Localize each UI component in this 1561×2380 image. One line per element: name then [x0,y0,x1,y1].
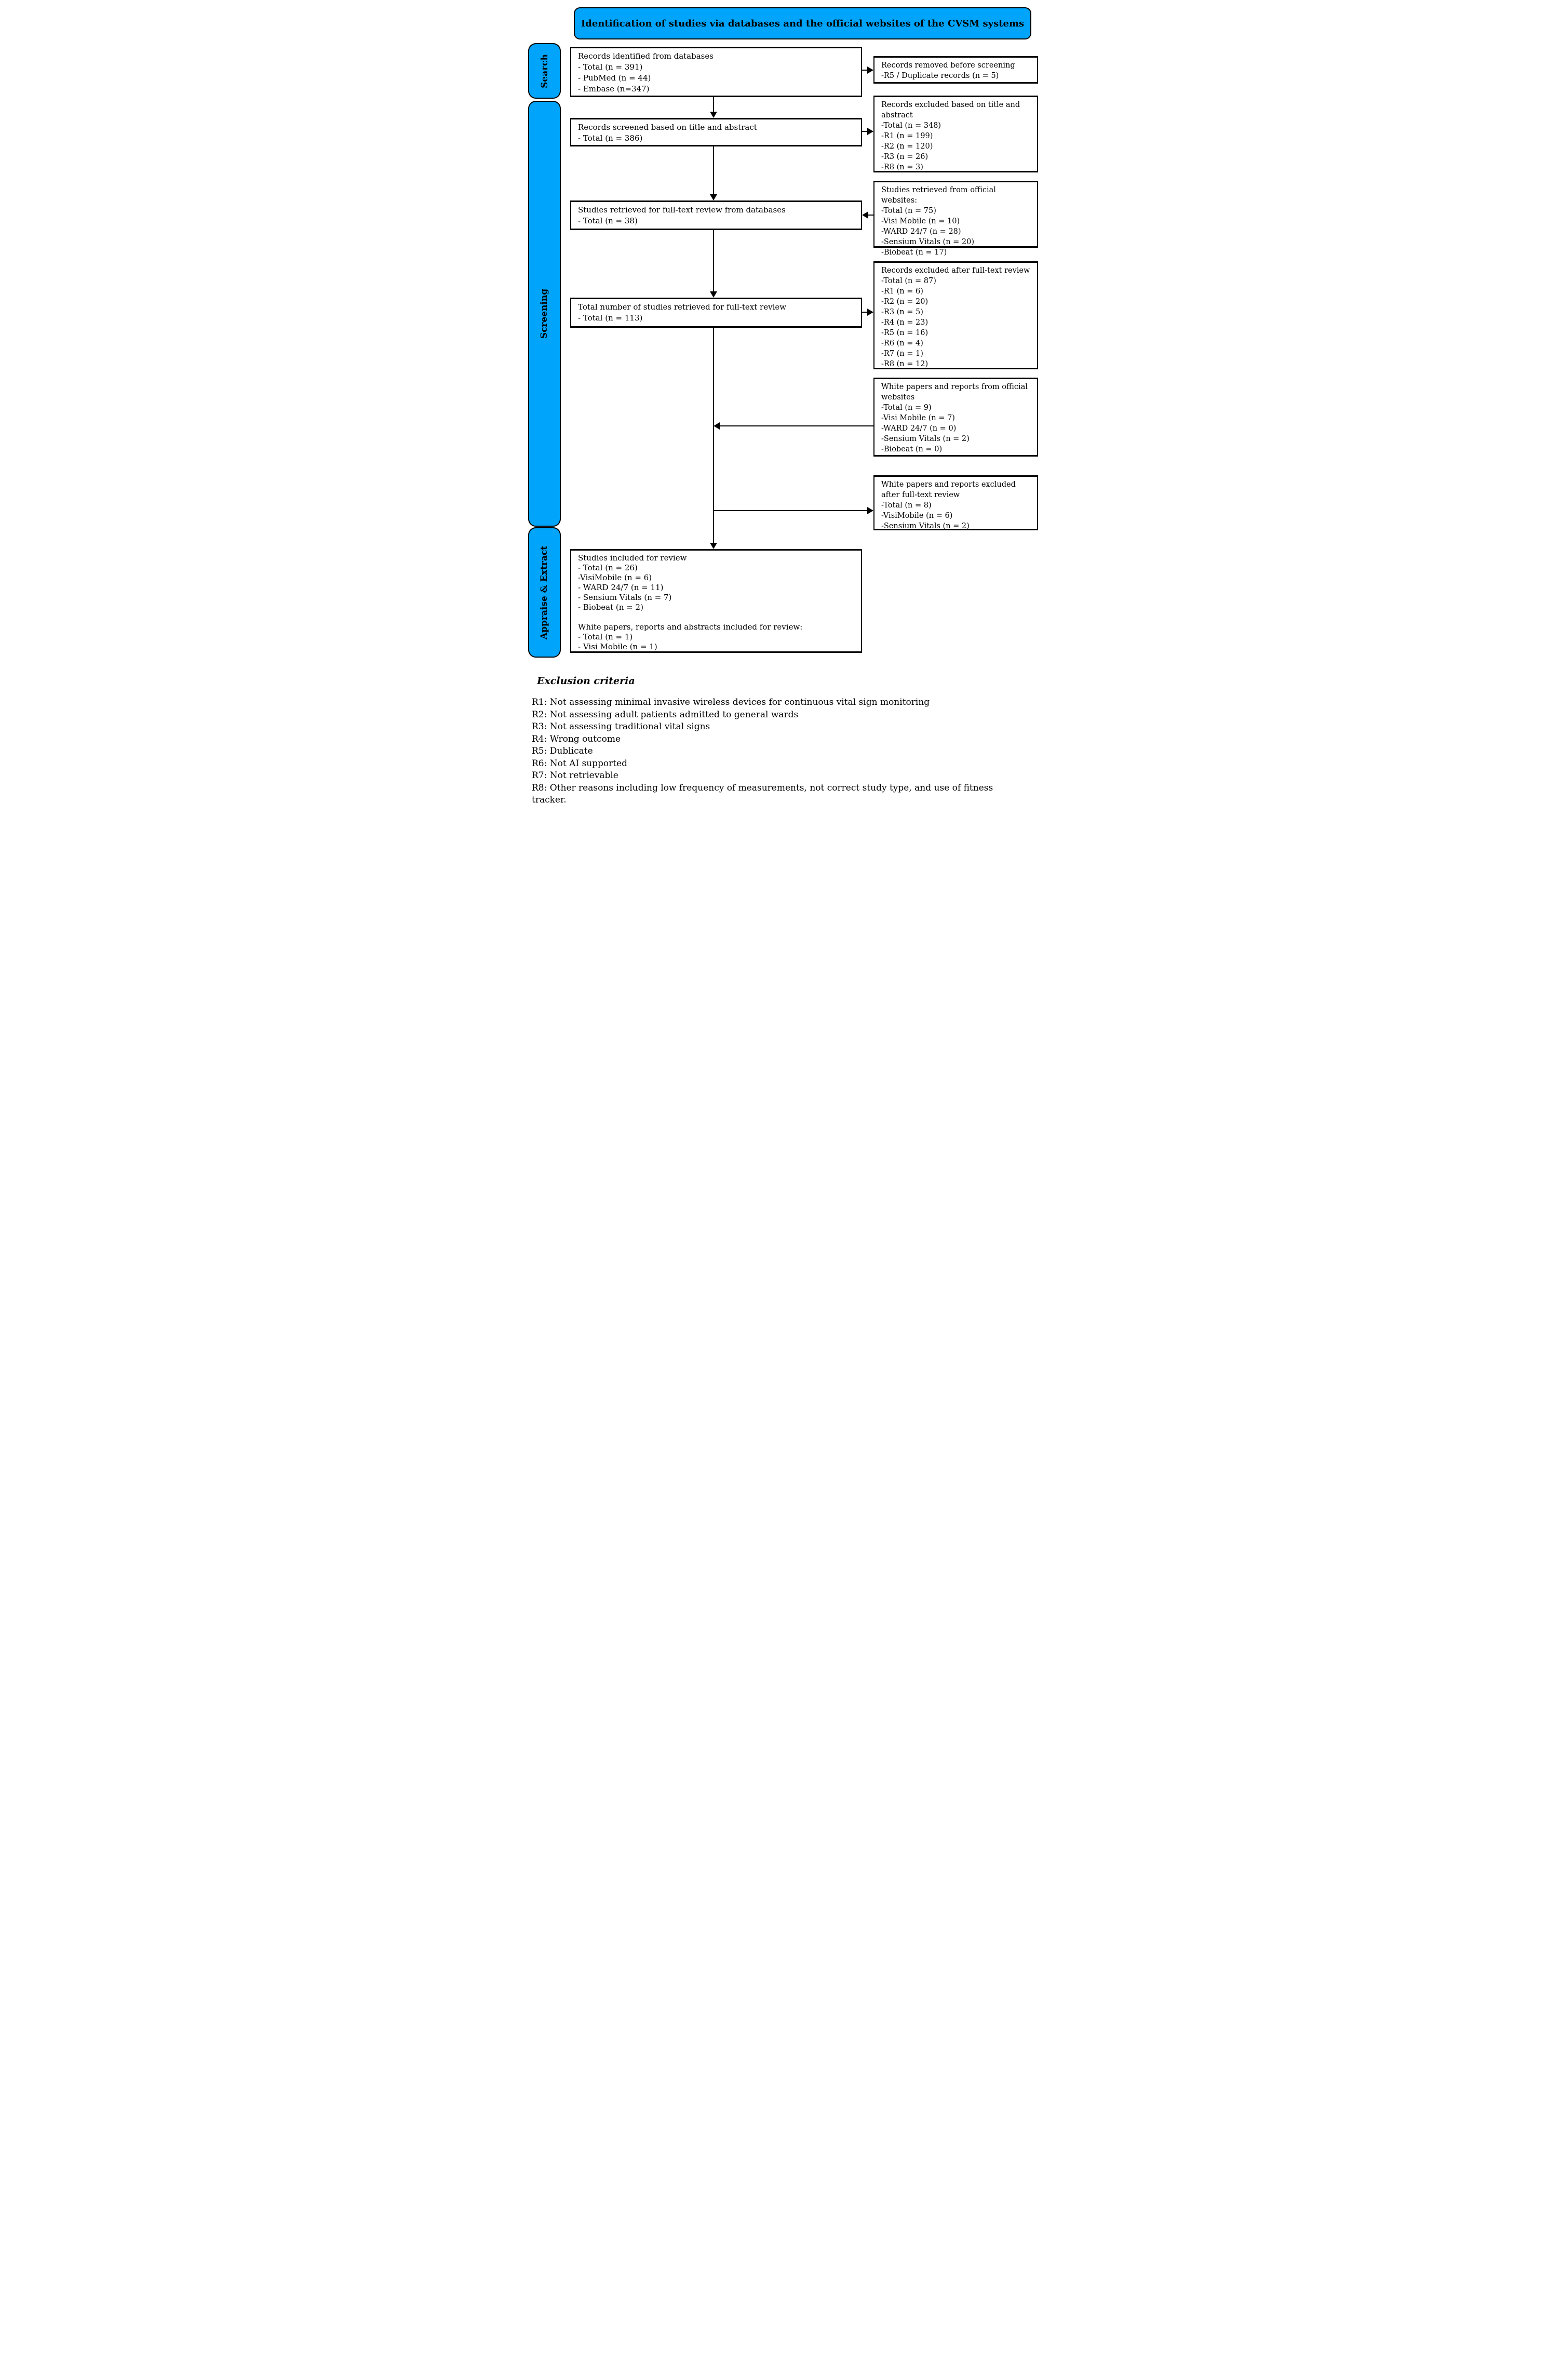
phase-label-screening [528,101,561,527]
box-records-screened [570,118,862,146]
text-line: Studies retrieved for full-text review from databases [578,205,786,215]
text-line: White papers and reports from official websites [881,383,1028,402]
text-line: -Total (n = 9) [881,404,932,412]
text-line: -Sensium Vitals (n = 2) [881,522,970,530]
text-line: Total number of studies retrieved for full-text review [578,302,787,312]
text-line: R1: Not assessing minimal invasive wireless devices for continuous vital sign monitoring [532,697,930,707]
text-line: - Embase (n=347) [578,84,650,93]
text-line: Records screened based on title and abstract [578,123,757,132]
arrowhead-down-icon [710,291,717,298]
box-records-removed-before-screening [873,56,1038,84]
text-line: - Total (n = 1) [578,632,633,641]
arrowhead-right-icon [867,128,873,135]
text-line: -R5 (n = 16) [881,329,928,337]
text-line: -Sensium Vitals (n = 20) [881,238,975,246]
phase-search-text: Search [539,54,550,88]
text-line: - PubMed (n = 44) [578,73,651,83]
arrowhead-down-icon [710,112,717,118]
text-line: -Biobeat (n = 17) [881,248,947,257]
prisma-flow-diagram [520,0,1041,805]
arrowhead-left-icon [862,211,868,219]
text-line: -VisiMobile (n = 6) [881,512,953,520]
text-line: -Sensium Vitals (n = 2) [881,435,970,443]
arrow-line-fulltext-to-total [713,230,714,291]
box-excluded-title-abstract [873,96,1038,172]
text-line: -R3 (n = 26) [881,153,928,161]
text-line: -VisiMobile (n = 6) [578,573,652,582]
text-line: -R1 (n = 199) [881,132,933,140]
text-line: -Total (n = 8) [881,501,932,510]
arrow-line-websites-to-fulltext [868,215,873,216]
text-line: R7: Not retrievable [532,770,618,781]
text-line: - Biobeat (n = 2) [578,603,643,612]
arrow-line-screened-to-fulltext [713,146,714,194]
diagram-title-banner [574,7,1031,39]
phase-appraise-extract-text: Appraise & Extract [539,545,550,639]
box-excluded-after-fulltext [873,261,1038,369]
arrow-line-whitepapers-to-stream [720,425,873,426]
box-whitepapers-from-websites [873,378,1038,457]
text-line: -R3 (n = 5) [881,308,923,316]
box-retrieved-official-websites [873,181,1038,257]
text-line: R4: Wrong outcome [532,733,621,744]
text-line: -Visi Mobile (n = 10) [881,217,960,225]
text-line: Records excluded after full-text review [881,266,1030,275]
text-line: - Total (n = 26) [578,563,638,572]
arrowhead-right-icon [867,66,873,74]
text-line: Studies retrieved from official websites: [881,186,996,205]
text-line: -R4 (n = 23) [881,318,928,327]
arrowhead-right-icon [867,507,873,514]
text-line: - Total (n = 113) [578,313,643,323]
arrowhead-down-icon [710,543,717,549]
text-line: -R6 (n = 4) [881,339,923,347]
arrowhead-right-icon [867,309,873,316]
text-line: Records identified from databases [578,51,714,61]
text-line: White papers, reports and abstracts included for review: [578,622,803,632]
arrowhead-down-icon [710,194,717,200]
diagram-title: Identification of studies via databases and the official websites of the CVSM systems [581,18,1025,29]
text-line: -Visi Mobile (n = 7) [881,414,955,422]
text-line: White papers and reports excluded after full-text review [881,480,1016,499]
text-line [578,612,854,622]
text-line: R2: Not assessing adult patients admitted to general wards [532,709,799,720]
text-line: Records excluded based on title and abstract [881,101,1020,119]
phase-label-search [528,43,561,99]
arrow-line-identified-to-screened [713,97,714,113]
box-fulltext-from-databases [570,200,862,230]
text-line: -R1 (n = 6) [881,287,923,296]
phase-screening-text: Screening [539,288,550,339]
text-line: - WARD 24/7 (n = 11) [578,583,664,592]
text-line: Records removed before screening [881,61,1015,70]
arrowhead-left-icon [714,422,720,430]
text-line: -R7 (n = 1) [881,350,923,358]
box-studies-included [570,549,862,653]
text-line: - Sensium Vitals (n = 7) [578,593,672,602]
text-line: -R2 (n = 20) [881,298,928,306]
text-line: Studies included for review [578,553,687,563]
text-line: - Total (n = 38) [578,216,638,225]
exclusion-criteria-heading: Exclusion criteria [537,675,635,687]
text-line: -R8 (n = 3) [881,163,923,171]
text-line: R8: Other reasons including low frequency of measurements, not correct study type, and use of fitness tracker. [532,782,993,805]
text-line: -R5 / Duplicate records (n = 5) [881,72,999,80]
text-line: - Visi Mobile (n = 1) [578,642,657,651]
arrow-line-stream-to-whitepapers-excluded [714,510,867,511]
text-line: -WARD 24/7 (n = 28) [881,228,961,236]
text-line: -Total (n = 87) [881,277,936,285]
text-line: -WARD 24/7 (n = 0) [881,424,957,433]
text-line: -R8 (n = 12) [881,360,928,368]
text-line: -Total (n = 348) [881,122,941,130]
exclusion-criteria-list [532,697,1029,807]
text-line: -Biobeat (n = 0) [881,445,943,453]
box-whitepapers-excluded [873,475,1038,530]
text-line: R6: Not AI supported [532,758,628,769]
text-line: -Total (n = 75) [881,207,936,215]
text-line: -R2 (n = 120) [881,142,933,151]
phase-label-appraise-extract [528,527,561,658]
text-line: R3: Not assessing traditional vital signs [532,721,710,732]
text-line: - Total (n = 386) [578,133,643,143]
box-fulltext-total [570,298,862,328]
box-records-identified [570,47,862,97]
text-line: - Total (n = 391) [578,62,643,72]
text-line: R5: Dublicate [532,746,593,756]
